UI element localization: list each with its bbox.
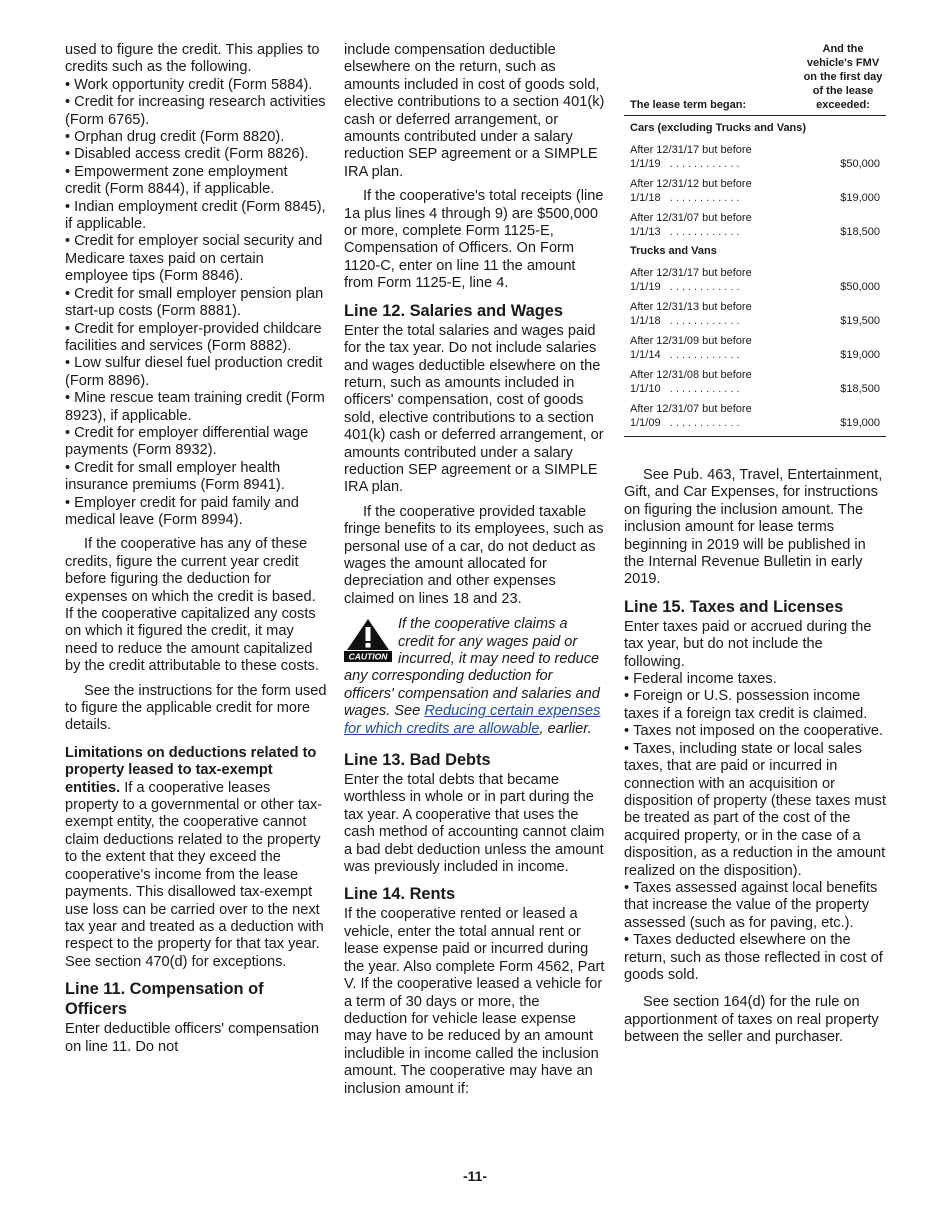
credit-item: • Credit for increasing research activities (Form 6765). (65, 94, 327, 129)
caution-note (344, 616, 606, 738)
table-row (624, 260, 886, 294)
page-number: -11- (462, 1168, 488, 1184)
fringe-paragraph: If the cooperative provided taxable fringe benefits to its employees, such as personal use of a car, do not deduct as wages the amount allocated for depreciation and other expenses claimed on lines 18 and 23. (344, 503, 604, 607)
term-cell: After 12/31/17 but before 1/1/19 ............ (630, 144, 752, 170)
credit-item: • Indian employment credit (Form 8845), if applicable. (65, 199, 327, 234)
table-row (624, 205, 886, 239)
limitations-text: If a cooperative leases property to a governmental or other tax-exempt entity, the cooperative cannot claim deductions related to the property to the extent that they exceed the cooperative's income from the lease payments. This disallowed tax-exempt use loss can be carried over to the next tax year and treated as a deduction with respect to the property for that tax year. See section 470(d) for exceptions. (65, 779, 324, 970)
cars-group-label: Cars (excluding Trucks and Vans) (630, 122, 807, 134)
lease-term-header: The lease term began: (630, 99, 747, 111)
term-cell: After 12/31/09 but before 1/1/14 ............ (630, 335, 752, 361)
excluded-tax-item: • Taxes deducted elsewhere on the return, such as those reflected in cost of goods sold. (624, 932, 886, 984)
section164-paragraph: See section 164(d) for the rule on apportionment of taxes on real property between the seller and purchaser. (624, 994, 879, 1046)
term-cell: After 12/31/17 but before 1/1/19 ............ (630, 267, 752, 293)
trucks-group-label: Trucks and Vans (630, 245, 717, 257)
caution-text: If the cooperative claims a credit for any wages paid or incurred, it may need to reduce any corresponding deduction for officers' compensation and salaries and wages. See (344, 616, 600, 720)
caution-end: , earlier. (539, 720, 592, 737)
table-row (624, 171, 886, 205)
line12-heading: Line 12. Salaries and Wages (344, 301, 563, 320)
table-row (624, 362, 886, 396)
table-row (624, 294, 886, 328)
line14-text: If the cooperative rented or leased a vehicle, enter the total annual rent or lease expense paid or incurred during the year. Also complete Form 4562, Part V. If the cooperative leased a vehicle for a term of 30 days or more, the deduction for vehicle lease expense may have to be reduced by an amount includible in income called the inclusion amount. The cooperative may have an inclusion amount if: (344, 906, 605, 1097)
credit-item: • Credit for employer differential wage payments (Form 8932). (65, 425, 327, 460)
credit-item: • Credit for small employer pension plan start-up costs (Form 8881). (65, 286, 327, 321)
credits-list (65, 77, 327, 530)
credit-item: • Orphan drug credit (Form 8820). (65, 129, 327, 146)
fmv-header: And the vehicle's FMV on the first day of the lease exceeded: (803, 43, 883, 111)
value-cell: $50,000 (840, 158, 880, 170)
reducing-expenses-link[interactable]: Reducing certain expenses for which credits are allowable (344, 703, 601, 737)
line11-text: Enter deductible officers' compensation on line 11. Do not (65, 1021, 320, 1055)
table-row (624, 137, 886, 171)
limitations-paragraph (65, 745, 327, 971)
value-cell: $19,500 (840, 315, 880, 327)
trucks-group-row (624, 239, 886, 260)
value-cell: $19,000 (840, 417, 880, 429)
credit-item: • Credit for small employer health insurance premiums (Form 8941). (65, 460, 327, 495)
credit-item: • Employer credit for paid family and medical leave (Form 8994). (65, 495, 327, 530)
value-cell: $50,000 (840, 281, 880, 293)
table-header-row (624, 42, 886, 116)
value-cell: $19,000 (840, 192, 880, 204)
line13-text: Enter the total debts that became worthless in whole or in part during the tax year. A cooperative that uses the cash method of accounting cannot claim a bad debt deduction unless the amount was previously included in income. (344, 772, 605, 876)
limitations-heading: Limitations on deductions related to property leased to tax-exempt entities. (65, 744, 317, 796)
credit-item: • Empowerment zone employment credit (Form 8844), if applicable. (65, 164, 327, 199)
credits-intro: used to figure the credit. This applies to credits such as the following. (65, 42, 320, 76)
credit-item: • Credit for employer social security and Medicare taxes paid on certain employee tips (Form 8846). (65, 233, 327, 285)
table-row (624, 396, 886, 437)
caution-label: CAUTION (348, 651, 388, 662)
any-credits-paragraph: If the cooperative has any of these credits, figure the current year credit before figuring the deduction for expenses on which the credit is based. If the cooperative capitalized any costs on which it figured the credit, it may need to reduce the amount capitalized by the credit attributable to these costs. (65, 536, 319, 675)
see-instructions-paragraph: See the instructions for the form used to figure the applicable credit for more details. (65, 682, 327, 734)
line14-heading: Line 14. Rents (344, 885, 456, 904)
receipts-paragraph: If the cooperative's total receipts (line 1a plus lines 4 through 9) are $500,000 or more, complete Form 1125-E, Compensation of Officers. On Form 1120-C, enter on line 11 the amount from Form 1125-E, line 4. (344, 188, 604, 292)
term-cell: After 12/31/07 but before 1/1/13 ............ (630, 212, 752, 238)
value-cell: $18,500 (840, 383, 880, 395)
column-3 (624, 42, 886, 1047)
credit-item: • Low sulfur diesel fuel production credit (Form 8896). (65, 355, 327, 390)
credit-item: • Work opportunity credit (Form 5884). (65, 77, 327, 94)
credit-item: • Disabled access credit (Form 8826). (65, 146, 327, 163)
credit-item: • Credit for employer-provided childcare facilities and services (Form 8882). (65, 321, 327, 356)
excluded-taxes-list (624, 671, 886, 984)
term-cell: After 12/31/08 but before 1/1/10 ............ (630, 369, 752, 395)
line15-text: Enter taxes paid or accrued during the tax year, but do not include the following. (624, 618, 872, 670)
table-row (624, 328, 886, 362)
excluded-tax-item: • Taxes assessed against local benefits that increase the value of the property assessed (such as for paving, etc.). (624, 880, 886, 932)
excluded-tax-item: • Taxes, including state or local sales taxes, that are paid or incurred in connection with an acquisition or disposition of property (these taxes must be treated as part of the cost of the acquired property, or in the case of a disposition, as a reduction in the amount realized on the disposition). (624, 741, 886, 880)
excluded-tax-item: • Foreign or U.S. possession income taxes if a foreign tax credit is claimed. (624, 688, 886, 723)
line11-continuation: include compensation deductible elsewhere on the return, such as amounts included in cost of goods sold, elective contributions to a section 401(k) cash or deferred arrangement, or amounts contributed under a salary reduction SEP agreement or a SIMPLE IRA plan. (344, 42, 605, 180)
credit-item: • Mine rescue team training credit (Form 8923), if applicable. (65, 390, 327, 425)
term-cell: After 12/31/13 but before 1/1/18 ............ (630, 301, 752, 327)
cars-group-row (624, 116, 886, 138)
excluded-tax-item: • Taxes not imposed on the cooperative. (624, 723, 886, 740)
line12-text: Enter the total salaries and wages paid for the tax year. Do not include salaries and wages deductible elsewhere on the return, such as amounts included in officers' compensation, cost of goods sold, elective contributions to a section 401(k) cash or deferred arrangement, or amounts contributed under a salary reduction SEP agreement or a SIMPLE IRA plan. (344, 322, 604, 496)
column-2 (344, 42, 606, 1098)
term-cell: After 12/31/07 but before 1/1/09 ............ (630, 403, 752, 429)
caution-icon (344, 618, 392, 662)
line13-heading: Line 13. Bad Debts (344, 751, 491, 770)
line15-heading: Line 15. Taxes and Licenses (624, 597, 844, 616)
lease-inclusion-table (624, 42, 886, 437)
value-cell: $18,500 (840, 226, 880, 238)
value-cell: $19,000 (840, 349, 880, 361)
term-cell: After 12/31/12 but before 1/1/18 ............ (630, 178, 752, 204)
line11-heading: Line 11. Compensation of Officers (65, 980, 264, 1019)
pub463-paragraph: See Pub. 463, Travel, Entertainment, Gift, and Car Expenses, for instructions on figuring the inclusion amount. The inclusion amount for lease terms beginning in 2019 will be published in the Internal Revenue Bulletin in early 2019. (624, 467, 883, 588)
excluded-tax-item: • Federal income taxes. (624, 671, 886, 688)
column-1 (65, 42, 327, 1056)
